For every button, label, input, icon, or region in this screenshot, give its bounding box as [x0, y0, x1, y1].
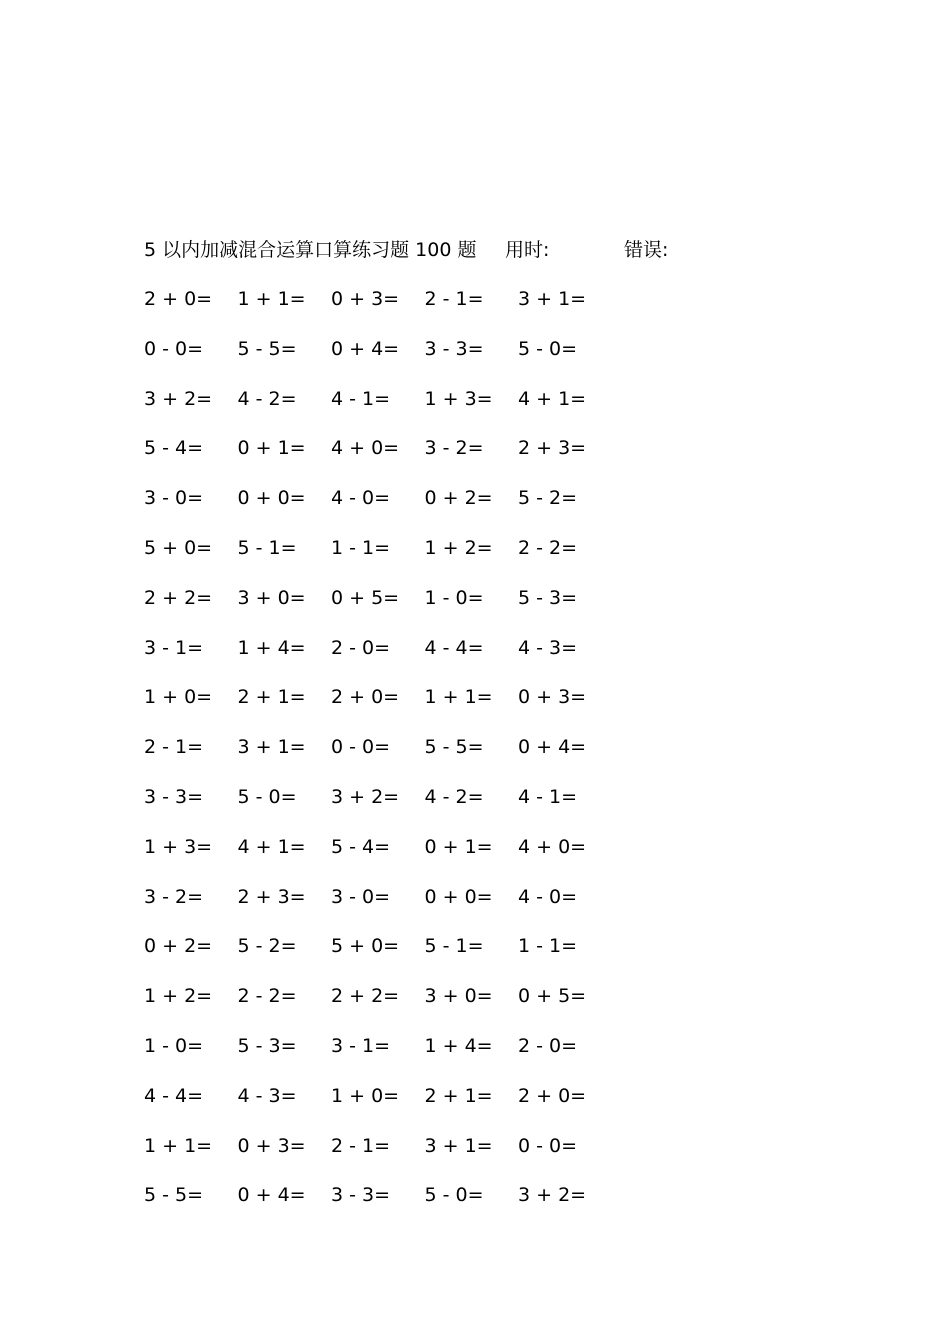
problem-item: 4 - 3= [518, 636, 578, 659]
problem-item: 1 - 1= [518, 935, 578, 958]
problem-item: 5 - 1= [424, 935, 484, 958]
problem-item: 5 - 4= [331, 835, 391, 858]
problem-item: 3 - 0= [331, 885, 391, 908]
problem-item: 5 - 5= [144, 1184, 204, 1207]
problem-item: 3 - 3= [331, 1184, 391, 1207]
problem-item: 5 - 0= [518, 337, 578, 360]
problem-row [144, 883, 624, 933]
problem-row [144, 534, 624, 584]
problem-item: 0 + 2= [144, 935, 213, 958]
problem-grid [144, 285, 624, 1231]
problem-item: 1 + 0= [331, 1084, 400, 1107]
problem-item: 4 - 0= [518, 885, 578, 908]
problem-item: 0 + 5= [518, 985, 587, 1008]
problem-item: 0 + 0= [237, 487, 306, 510]
problem-item: 1 + 1= [424, 686, 493, 709]
problem-item: 2 - 0= [331, 636, 391, 659]
problem-row [144, 584, 624, 634]
problem-item: 4 - 4= [424, 636, 484, 659]
problem-row [144, 1032, 624, 1082]
problem-row [144, 932, 624, 982]
problem-item: 2 + 0= [144, 288, 213, 310]
problem-item: 5 - 4= [144, 437, 204, 460]
problem-item: 5 - 3= [237, 1034, 297, 1057]
problem-item: 1 + 4= [237, 636, 306, 659]
problem-item: 4 - 4= [144, 1084, 204, 1107]
problem-item: 2 - 2= [518, 536, 578, 559]
problem-item: 1 + 3= [144, 835, 213, 858]
problem-item: 0 + 4= [518, 736, 587, 759]
problem-item: 4 - 0= [331, 487, 391, 510]
problem-item: 0 + 3= [237, 1134, 306, 1157]
problem-item: 5 - 0= [237, 785, 297, 808]
problem-item: 5 - 2= [237, 935, 297, 958]
problem-item: 3 + 2= [331, 785, 400, 808]
problem-item: 3 + 2= [518, 1184, 587, 1207]
problem-item: 0 - 0= [518, 1134, 578, 1157]
problem-item: 2 + 1= [424, 1084, 493, 1107]
problem-item: 4 - 1= [518, 785, 578, 808]
problem-item: 2 + 2= [144, 586, 213, 609]
problem-item: 5 - 2= [518, 487, 578, 510]
problem-item: 2 + 0= [331, 686, 400, 709]
problem-row [144, 335, 624, 385]
problem-row [144, 783, 624, 833]
problem-item: 5 + 0= [144, 536, 213, 559]
problem-item: 3 - 0= [144, 487, 204, 510]
problem-row [144, 634, 624, 684]
problem-item: 2 - 1= [424, 288, 484, 310]
worksheet-title: 5 以内加减混合运算口算练习题 100 题 [144, 239, 477, 261]
problem-item: 0 + 3= [331, 288, 400, 310]
problem-item: 3 + 1= [237, 736, 306, 759]
problem-item: 3 - 2= [144, 885, 204, 908]
problem-item: 3 - 2= [424, 437, 484, 460]
problem-item: 1 - 0= [144, 1034, 204, 1057]
problem-row [144, 1181, 624, 1231]
problem-row [144, 285, 624, 335]
problem-item: 2 + 0= [518, 1084, 587, 1107]
problem-item: 2 + 2= [331, 985, 400, 1008]
problem-item: 5 - 5= [424, 736, 484, 759]
problem-item: 1 + 4= [424, 1034, 493, 1057]
problem-item: 0 + 4= [237, 1184, 306, 1207]
problem-item: 5 - 1= [237, 536, 297, 559]
problem-item: 3 - 3= [424, 337, 484, 360]
problem-item: 3 - 1= [331, 1034, 391, 1057]
problem-item: 3 + 2= [144, 387, 213, 410]
problem-item: 2 + 3= [518, 437, 587, 460]
problem-item: 1 + 0= [144, 686, 213, 709]
problem-item: 4 - 2= [424, 785, 484, 808]
problem-item: 0 + 4= [331, 337, 400, 360]
problem-item: 5 - 3= [518, 586, 578, 609]
problem-row [144, 1082, 624, 1132]
problem-item: 2 - 1= [331, 1134, 391, 1157]
problem-item: 4 - 1= [331, 387, 391, 410]
problem-item: 3 - 3= [144, 785, 204, 808]
problem-item: 1 + 2= [144, 985, 213, 1008]
problem-item: 3 + 1= [518, 288, 587, 310]
problem-item: 3 - 1= [144, 636, 204, 659]
worksheet-header [144, 236, 844, 264]
problem-item: 0 + 1= [424, 835, 493, 858]
problem-row [144, 1132, 624, 1182]
problem-item: 0 + 5= [331, 586, 400, 609]
problem-item: 2 + 1= [237, 686, 306, 709]
problem-item: 1 - 1= [331, 536, 391, 559]
problem-item: 3 + 0= [424, 985, 493, 1008]
problem-item: 4 + 0= [518, 835, 587, 858]
problem-item: 3 + 1= [424, 1134, 493, 1157]
problem-item: 0 + 2= [424, 487, 493, 510]
problem-row [144, 683, 624, 733]
problem-row [144, 982, 624, 1032]
problem-item: 2 - 2= [237, 985, 297, 1008]
errors-label: 错误: [624, 239, 669, 261]
problem-item: 4 - 3= [237, 1084, 297, 1107]
time-used-label: 用时: [505, 239, 550, 261]
problem-item: 0 + 3= [518, 686, 587, 709]
problem-item: 0 - 0= [144, 337, 204, 360]
problem-item: 0 + 0= [424, 885, 493, 908]
problem-item: 3 + 0= [237, 586, 306, 609]
problem-row [144, 385, 624, 435]
problem-row [144, 833, 624, 883]
problem-item: 1 + 1= [144, 1134, 213, 1157]
problem-item: 2 - 1= [144, 736, 204, 759]
problem-row [144, 733, 624, 783]
problem-item: 4 + 1= [518, 387, 587, 410]
problem-item: 4 + 0= [331, 437, 400, 460]
problem-item: 1 + 1= [237, 288, 306, 310]
problem-item: 5 - 0= [424, 1184, 484, 1207]
problem-item: 4 - 2= [237, 387, 297, 410]
problem-item: 5 - 5= [237, 337, 297, 360]
problem-item: 1 + 2= [424, 536, 493, 559]
problem-row [144, 484, 624, 534]
problem-item: 1 - 0= [424, 586, 484, 609]
problem-item: 2 + 3= [237, 885, 306, 908]
problem-item: 5 + 0= [331, 935, 400, 958]
problem-item: 0 - 0= [331, 736, 391, 759]
problem-item: 0 + 1= [237, 437, 306, 460]
problem-item: 4 + 1= [237, 835, 306, 858]
problem-item: 2 - 0= [518, 1034, 578, 1057]
problem-item: 1 + 3= [424, 387, 493, 410]
problem-row [144, 434, 624, 484]
